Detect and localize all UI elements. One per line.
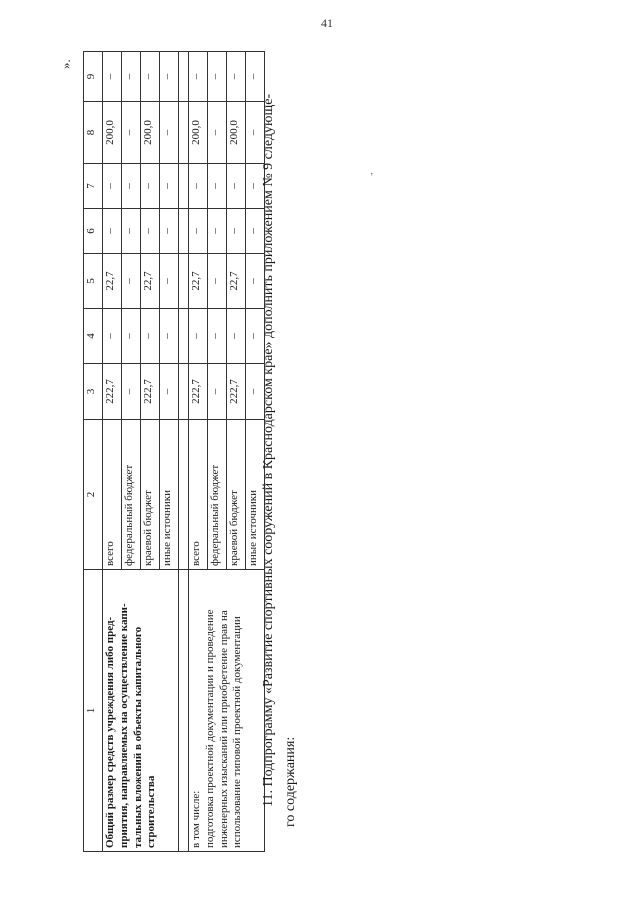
instruction-paragraph — [258, 47, 302, 827]
value-cell: – — [189, 164, 208, 209]
value-cell: – — [208, 364, 227, 420]
header-cell: 2 — [84, 420, 103, 570]
value-cell: – — [208, 52, 227, 102]
value-cell: 222,7 — [227, 364, 246, 420]
paragraph-line-2: го содержания: — [283, 736, 298, 827]
value-cell: – — [160, 102, 179, 164]
value-cell: – — [103, 164, 122, 209]
value-cell: – — [141, 209, 160, 254]
header-cell: 4 — [84, 309, 103, 364]
header-cell: 8 — [84, 102, 103, 164]
spacer-cell — [179, 102, 189, 164]
value-cell: – — [160, 164, 179, 209]
value-cell: 200,0 — [103, 102, 122, 164]
value-cell: – — [227, 164, 246, 209]
page-number: 41 — [321, 16, 333, 30]
header-cell: 6 — [84, 209, 103, 254]
budget-table — [83, 51, 265, 852]
value-cell: – — [208, 102, 227, 164]
funding-source: иные источники — [160, 420, 179, 570]
value-cell: – — [160, 209, 179, 254]
spacer-cell — [179, 570, 189, 852]
value-cell: – — [246, 52, 265, 102]
table-body — [84, 52, 265, 852]
value-cell: 200,0 — [141, 102, 160, 164]
value-cell: – — [122, 164, 141, 209]
value-cell: – — [246, 309, 265, 364]
value-cell: – — [208, 209, 227, 254]
value-cell: – — [122, 309, 141, 364]
value-cell: – — [160, 364, 179, 420]
table-row — [103, 52, 122, 852]
spacer-cell — [179, 254, 189, 309]
group-description: Общий размер средств учреждения либо пред-приятия, направляемых на осуществление капи-тальных вложений в объекты капитального строительства — [103, 570, 179, 852]
header-cell: 5 — [84, 254, 103, 309]
header-cell: 1 — [84, 570, 103, 852]
value-cell: – — [122, 52, 141, 102]
header-cell: 7 — [84, 164, 103, 209]
rotated-content — [58, 42, 618, 862]
value-cell: – — [160, 309, 179, 364]
value-cell: – — [141, 164, 160, 209]
value-cell: – — [246, 364, 265, 420]
header-cell: 3 — [84, 364, 103, 420]
value-cell: – — [208, 309, 227, 364]
spacer-row — [179, 52, 189, 852]
value-cell: – — [246, 209, 265, 254]
funding-source: всего — [189, 420, 208, 570]
header-cell: 9 — [84, 52, 103, 102]
spacer-cell — [179, 164, 189, 209]
spacer-cell — [179, 309, 189, 364]
header-row — [84, 52, 103, 852]
value-cell: – — [103, 309, 122, 364]
value-cell: 22,7 — [141, 254, 160, 309]
funding-source: всего — [103, 420, 122, 570]
scan-mark: ʼ — [370, 172, 374, 183]
spacer-cell — [179, 364, 189, 420]
value-cell: 222,7 — [189, 364, 208, 420]
value-cell: – — [122, 209, 141, 254]
value-cell: 200,0 — [227, 102, 246, 164]
value-cell: – — [141, 309, 160, 364]
paragraph-line-1: 11. Подпрограмму «Развитие спортивных сооружений в Краснодарском крае» дополнить приложением № 9 следующе- — [261, 93, 276, 807]
value-cell: 22,7 — [227, 254, 246, 309]
value-cell: – — [189, 209, 208, 254]
value-cell: – — [160, 52, 179, 102]
spacer-cell — [179, 420, 189, 570]
value-cell: – — [227, 52, 246, 102]
spacer-cell — [179, 209, 189, 254]
value-cell: – — [246, 102, 265, 164]
funding-source: краевой бюджет — [141, 420, 160, 570]
funding-source: иные источники — [246, 420, 265, 570]
value-cell: 222,7 — [103, 364, 122, 420]
value-cell: – — [189, 309, 208, 364]
value-cell: 22,7 — [189, 254, 208, 309]
spacer-cell — [179, 52, 189, 102]
value-cell: – — [122, 102, 141, 164]
value-cell: – — [189, 52, 208, 102]
value-cell: – — [208, 164, 227, 209]
value-cell: – — [160, 254, 179, 309]
closing-quote: ». — [58, 59, 73, 69]
value-cell: 22,7 — [103, 254, 122, 309]
value-cell: – — [246, 254, 265, 309]
value-cell: – — [122, 364, 141, 420]
value-cell: – — [103, 209, 122, 254]
value-cell: – — [122, 254, 141, 309]
value-cell: – — [103, 52, 122, 102]
value-cell: – — [141, 52, 160, 102]
value-cell: 222,7 — [141, 364, 160, 420]
value-cell: 200,0 — [189, 102, 208, 164]
funding-source: федеральный бюджет — [208, 420, 227, 570]
table-row — [189, 52, 208, 852]
value-cell: – — [227, 309, 246, 364]
value-cell: – — [246, 164, 265, 209]
value-cell: – — [227, 209, 246, 254]
funding-source: краевой бюджет — [227, 420, 246, 570]
funding-source: федеральный бюджет — [122, 420, 141, 570]
group-description: в том числе: подготовка проектной документации и проведение инженерных изысканий или приобретение прав на использование типовой проектной документации — [189, 570, 265, 852]
value-cell: – — [208, 254, 227, 309]
